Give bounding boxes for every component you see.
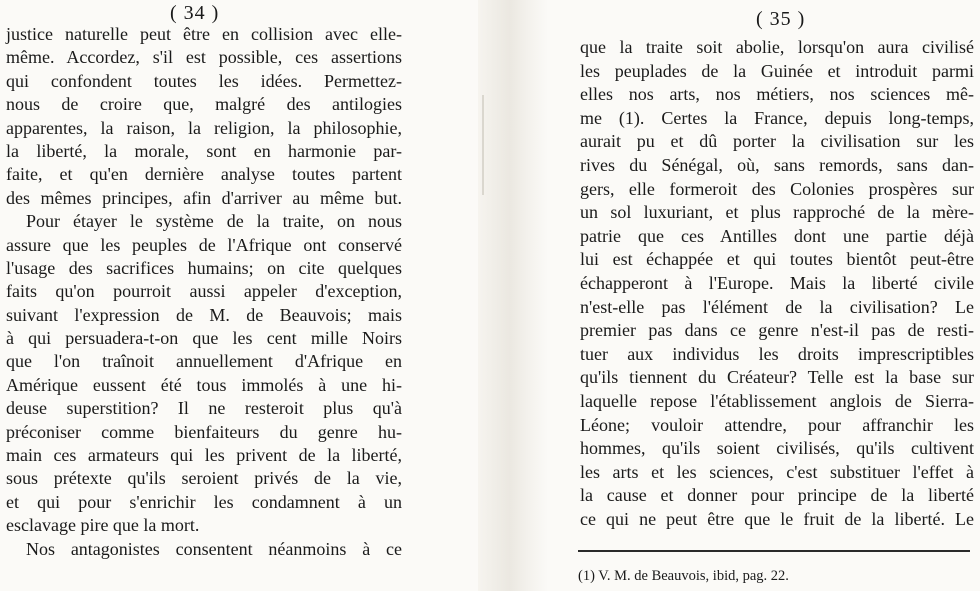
- text-line: un sol luxuriant, et plus rapproché de la mère-: [580, 202, 974, 223]
- text-line: deuse superstition? Il ne resteroit plus qu'à: [6, 398, 402, 419]
- text-line: lui est échappée et qui toutes bientôt peut-être: [580, 249, 974, 270]
- footnote-rule: [578, 550, 970, 552]
- right-page-body: [580, 36, 974, 531]
- text-line: aurait pu et dû porter la civilisation sur les: [580, 131, 974, 152]
- text-line: nous de croire que, malgré des antilogies: [6, 94, 402, 115]
- text-line: patrie que ces Antilles dont une partie déjà: [580, 225, 974, 246]
- text-line: me (1). Certes la France, depuis long-temps,: [580, 107, 974, 128]
- text-line: l'usage des sacrifices humains; on cite quelques: [6, 257, 402, 278]
- text-line: ce qui ne peut être que le fruit de la liberté. Le: [580, 508, 974, 529]
- text-line: à qui persuadera-t-on que les cent mille Noirs: [6, 328, 402, 349]
- text-line: faits qu'on pourroit aussi appeler d'exception,: [6, 281, 402, 302]
- text-line: assure que les peuples de l'Afrique ont conservé: [6, 234, 402, 255]
- gutter-shadow: [482, 95, 484, 195]
- text-line: préconiser comme bienfaiteurs du genre hu-: [6, 421, 402, 442]
- text-line: qu'ils tiennent du Créateur? Telle est la base sur: [580, 367, 974, 388]
- right-page: [548, 0, 980, 591]
- text-line: même. Accordez, s'il est possible, ces assertions: [6, 47, 402, 68]
- text-line: et qui pour s'enrichir les condamnent à un: [6, 491, 402, 512]
- book-gutter: [478, 0, 548, 591]
- text-line: échapperont à l'Europe. Mais la liberté civile: [580, 272, 974, 293]
- text-line: rives du Sénégal, où, sans remords, sans dan-: [580, 154, 974, 175]
- text-line: la cause et donner pour principe de la liberté: [580, 485, 974, 506]
- text-line: la liberté, la morale, sont en harmonie par-: [6, 140, 402, 161]
- text-line: des mêmes principes, afin d'arriver au même but.: [6, 187, 402, 208]
- text-line: qui confondent toutes les idées. Permettez-: [6, 70, 402, 91]
- text-line: n'est-elle pas l'élément de la civilisation? Le: [580, 296, 974, 317]
- text-line: que l'on traînoit annuellement d'Afrique en: [6, 351, 402, 372]
- text-line: les peuplades de la Guinée et introduit parmi: [580, 60, 974, 81]
- right-page-number: ( 35 ): [756, 8, 806, 30]
- text-line: suivant l'expression de M. de Beauvois; mais: [6, 304, 402, 325]
- text-line: main ces armateurs qui les privent de la liberté,: [6, 445, 402, 466]
- text-line: Nos antagonistes consentent néanmoins à ce: [26, 538, 402, 559]
- text-line: Amérique eussent été tous immolés à une hi-: [6, 374, 402, 395]
- text-line: hommes, qu'ils soient civilisés, qu'ils cultivent: [580, 438, 974, 459]
- text-line: Léone; vouloir attendre, pour affranchir les: [580, 414, 974, 435]
- left-page: [0, 0, 478, 591]
- text-line: laquelle repose l'établissement anglois de Sierra-: [580, 390, 974, 411]
- footnote: (1) V. M. de Beauvois, ibid, pag. 22.: [578, 568, 789, 584]
- text-line: esclavage pire que la mort.: [6, 515, 200, 536]
- text-line: Pour étayer le système de la traite, on nous: [26, 211, 402, 232]
- left-page-body: [6, 23, 402, 561]
- text-line: justice naturelle peut être en collision avec elle-: [6, 24, 402, 44]
- text-line: faite, et qu'en dernière analyse toutes partent: [6, 164, 402, 185]
- text-line: premier pas dans ce genre n'est-il pas de resti-: [580, 320, 974, 341]
- text-line: tuer aux individus les droits imprescriptibles: [580, 343, 974, 364]
- text-line: gers, elle formeroit des Colonies prospères sur: [580, 178, 974, 199]
- text-line: elles nos arts, nos métiers, nos sciences mê-: [580, 84, 974, 105]
- left-page-number: ( 34 ): [170, 2, 220, 24]
- text-line: les arts et les sciences, c'est substituer l'effet à: [580, 461, 974, 482]
- text-line: que la traite soit abolie, lorsqu'on aura civilisé: [580, 37, 974, 57]
- text-line: sous prétexte qu'ils seroient privés de la vie,: [6, 468, 402, 489]
- text-line: apparentes, la raison, la religion, la philosophie,: [6, 117, 402, 138]
